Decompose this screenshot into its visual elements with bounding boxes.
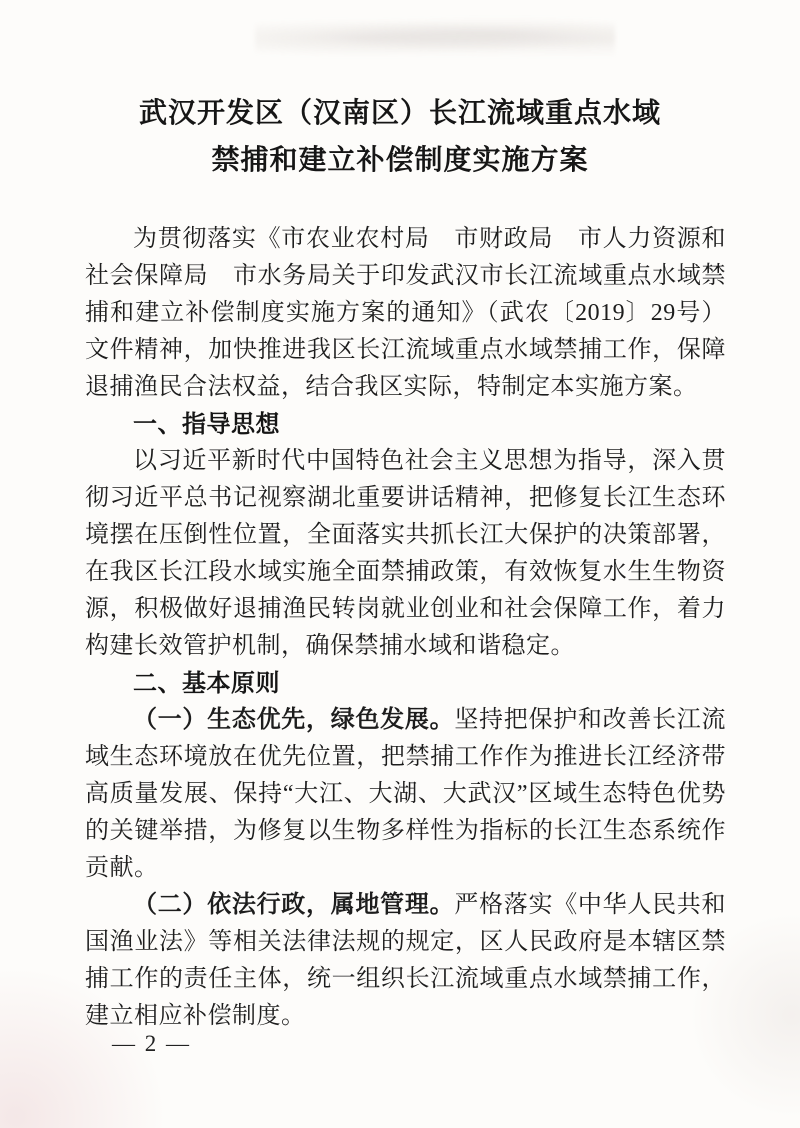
page-bleed-artifact	[255, 16, 615, 56]
document-title-line2: 禁捕和建立补偿制度实施方案	[211, 145, 589, 176]
section-heading-basic-principles: 二、基本原则	[133, 670, 280, 697]
paragraph-guiding-ideology: 以习近平新时代中国特色社会主义思想为指导，深入贯彻习近平总书记视察湖北重要讲话精神，把修复长江生态环境摆在压倒性位置，全面落实共抓长江大保护的决策部署，在我区长江段水域实施全面禁捕政策，有效恢复水生生物资源，积极做好退捕渔民转岗就业创业和社会保障工作，着力构建长效管护机制，确保禁捕水域和谐稳定。	[85, 448, 726, 659]
principle-1-text: 坚持把保护和改善长江流域生态环境放在优先位置，把禁捕工作作为推进长江经济带高质量发展、保持“大江、大湖、大武汉”区域生态特色优势的关键举措，为修复以生物多样性为指标的长江生态系统作贡献。	[85, 707, 727, 881]
section-heading-guiding-ideology: 一、指导思想	[133, 411, 280, 438]
principle-1-lead: （一）生态优先，绿色发展。	[133, 707, 455, 733]
paragraph-principle-2	[85, 887, 726, 1035]
document-title-line1: 武汉开发区（汉南区）长江流域重点水域	[138, 98, 661, 129]
document-body	[85, 221, 726, 1035]
principle-2-lead: （二）依法行政，属地管理。	[133, 892, 455, 918]
paragraph-principle-1	[85, 702, 726, 887]
document-title	[0, 90, 800, 184]
principle-2-text: 严格落实《中华人民共和国渔业法》等相关法律法规的规定，区人民政府是本辖区禁捕工作的责任主体，统一组织长江流域重点水域禁捕工作，建立相应补偿制度。	[85, 892, 727, 1029]
paragraph-preamble: 为贯彻落实《市农业农村局 市财政局 市人力资源和社会保障局 市水务局关于印发武汉市长江流域重点水域禁捕和建立补偿制度实施方案的通知》（武农〔2019〕29号）文件精神，加快推进我区长江流域重点水域禁捕工作，保障退捕渔民合法权益，结合我区实际，特制定本实施方案。	[85, 226, 726, 400]
page-number: — 2 —	[112, 1031, 191, 1056]
